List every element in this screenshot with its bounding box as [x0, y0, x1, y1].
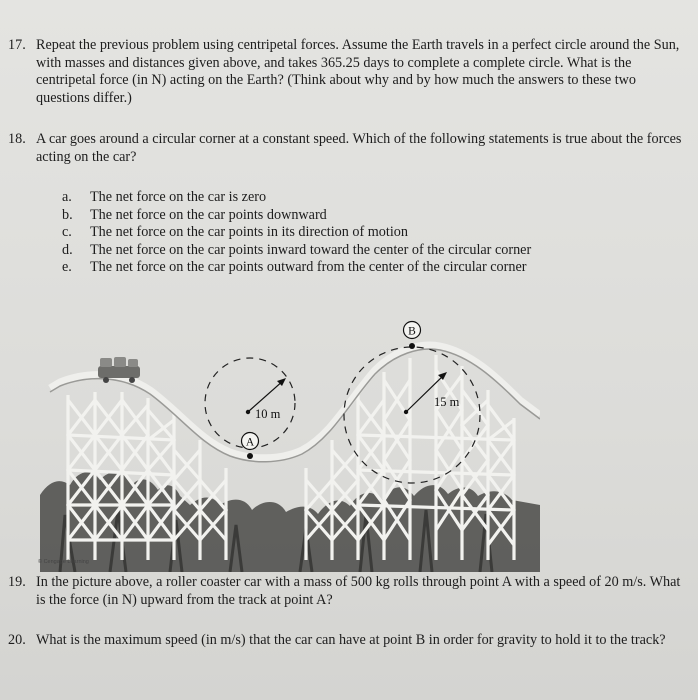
question-17 — [8, 37, 688, 107]
question-text: In the picture above, a roller coaster car with a mass of 500 kg rolls through point A with a speed of 20 m/s. What is the force (in N) upward from the track at point A? — [36, 574, 681, 608]
option-text: The net force on the car points in its direction of motion — [90, 224, 408, 241]
option-c — [62, 224, 682, 242]
question-number: 18. — [8, 131, 26, 147]
option-a — [62, 189, 682, 207]
option-text: The net force on the car points downward — [90, 206, 327, 223]
question-number: 17. — [8, 37, 26, 53]
option-b — [62, 207, 682, 225]
question-19 — [8, 574, 688, 609]
option-letter: b. — [62, 206, 73, 223]
radius-label-a: 10 m — [255, 407, 281, 421]
point-a-marker — [242, 433, 259, 450]
option-text: The net force on the car is zero — [90, 189, 267, 205]
question-text: What is the maximum speed (in m/s) that the car can have at point B in order for gravity to hold it to the track? — [36, 632, 666, 648]
answer-options — [62, 189, 682, 277]
question-number: 19. — [8, 574, 26, 590]
radius-label-b: 15 m — [434, 395, 460, 409]
option-letter: c. — [62, 224, 72, 241]
point-a-label: A — [245, 436, 255, 449]
question-text: Repeat the previous problem using centripetal forces. Assume the Earth travels in a perfect circle around the Sun, with masses and distances given above, and takes 365.25 days to complete a complete circle. What is the centripetal force (in N) acting on the Earth? (Think about why and by how much the answers to these two questions differ.) — [36, 37, 680, 106]
option-letter: a. — [62, 189, 72, 205]
point-b-marker — [404, 322, 421, 339]
option-text: The net force on the car points outward from the center of the circular corner — [90, 259, 527, 276]
question-20 — [8, 632, 688, 650]
image-credit: © Cengage Learning — [38, 559, 89, 565]
option-e — [62, 259, 682, 277]
point-b-dot — [409, 343, 415, 349]
roller-coaster-figure — [40, 300, 540, 572]
option-letter: e. — [62, 259, 72, 276]
question-text: A car goes around a circular corner at a constant speed. Which of the following statements is true about the forces acting on the car? — [36, 131, 682, 165]
point-a-dot — [247, 453, 253, 459]
question-number: 20. — [8, 632, 26, 648]
option-text: The net force on the car points inward toward the center of the circular corner — [90, 241, 532, 258]
option-d — [62, 242, 682, 260]
option-letter: d. — [62, 241, 73, 258]
point-b-label: B — [408, 325, 416, 338]
question-18 — [8, 131, 688, 166]
